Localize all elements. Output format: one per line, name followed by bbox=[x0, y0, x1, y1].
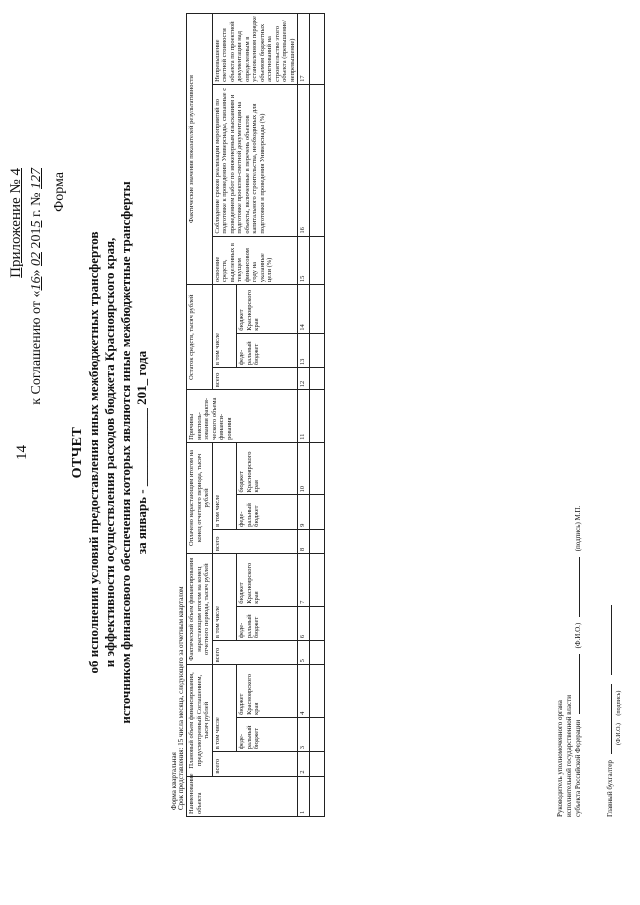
head-title-line-1: Руководитель уполномоченного органа bbox=[556, 700, 564, 817]
header-planned-incl: в том числе bbox=[212, 665, 237, 752]
table-cell bbox=[310, 606, 325, 640]
head-sign-blank bbox=[579, 557, 580, 617]
header-cost-exceed: Непревышение сметной стоимости объекта по проектной документации над определенным в установленном порядке объемом бюджетных ассигнований на строительство этого объекта (превышение/непревышение) bbox=[212, 14, 298, 85]
stamp-label: М.П. bbox=[574, 505, 582, 521]
annex-ref-month: 02 bbox=[29, 252, 44, 267]
column-number: 13 bbox=[298, 333, 310, 367]
column-number: 2 bbox=[298, 752, 310, 776]
header-paid-total: всего bbox=[212, 529, 298, 553]
column-number: 15 bbox=[298, 236, 310, 285]
table-cell bbox=[310, 717, 325, 751]
form-deadline: Срок представления: 15 числа месяца, следующего за отчетным кварталом bbox=[177, 586, 185, 810]
table-cell bbox=[310, 390, 325, 443]
table-cell bbox=[310, 236, 325, 285]
annex-ref-mid1: » bbox=[29, 269, 44, 277]
column-number: 4 bbox=[298, 665, 310, 718]
form-label: Форма bbox=[52, 172, 67, 212]
header-planned-total: всего bbox=[212, 752, 298, 776]
header-balance-federal: феде-ральный бюджет bbox=[237, 333, 298, 367]
table-row bbox=[310, 14, 325, 817]
report-title-line-2: и эффективности осуществления расходов бюджета Красноярского края, bbox=[102, 237, 117, 668]
report-title-line-3: источником финансового обеспечения которых являются иные межбюджетные трансферты bbox=[118, 181, 133, 724]
column-number: 10 bbox=[298, 442, 310, 495]
header-actual-volume: Фактический объем финансирования нарастающим итогом на конец отчетного периода, тысяч рублей bbox=[187, 554, 213, 665]
accountant-fio-label: (Ф.И.О.) bbox=[616, 723, 622, 745]
table-cell bbox=[310, 84, 325, 236]
column-number: 6 bbox=[298, 606, 310, 640]
report-title-line-1: об исполнении условий предоставления иных межбюджетных трансфертов bbox=[86, 231, 101, 674]
header-planned-regional: бюджет Красноярского края bbox=[237, 665, 298, 718]
table-cell bbox=[310, 495, 325, 529]
header-deadlines: Соблюдение сроков реализации мероприятий по подготовке к проведению Универсиады, связанные с проведением работ по инженерным изысканиям и подготовке проектно-сметной документации на объекты, включенные в перечень объектов капитального строительства, необходимых для подготовки и проведения Универсиады (%) bbox=[212, 84, 298, 236]
table-cell bbox=[310, 641, 325, 665]
header-balance: Остаток средств, тысяч рублей bbox=[187, 285, 213, 390]
table-cell bbox=[310, 776, 325, 816]
header-mastery: освоение средств, выделенных в текущем финансовом году на указанные цели (%) bbox=[212, 236, 298, 285]
column-number: 17 bbox=[298, 14, 310, 85]
annex-ref-number: 127 bbox=[29, 168, 44, 189]
column-number: 14 bbox=[298, 285, 310, 334]
report-heading: ОТЧЕТ bbox=[70, 426, 85, 479]
accountant-signature-line bbox=[606, 601, 614, 817]
accountant-label: Главный бухгалтер bbox=[606, 760, 614, 817]
header-actual-total: всего bbox=[212, 641, 298, 665]
head-signature-line bbox=[574, 506, 582, 817]
accountant-sign-label: (подпись) bbox=[616, 690, 622, 716]
header-paid-regional: бюджет Красноярского края bbox=[237, 442, 298, 495]
header-object-name: Наименование объекта bbox=[187, 776, 298, 816]
table-cell bbox=[310, 333, 325, 367]
table-cell bbox=[310, 752, 325, 776]
head-title-line-2: исполнительной государственной власти bbox=[565, 695, 573, 817]
annex-ref-mid3: г. № bbox=[29, 192, 44, 218]
header-actual-regional: бюджет Красноярского края bbox=[237, 554, 298, 607]
report-period-line: за январь - ____________ 201_ года bbox=[134, 350, 149, 555]
annex-title: Приложение № 4 bbox=[8, 168, 24, 278]
column-number-row bbox=[298, 14, 310, 817]
header-planned-federal: феде-ральный бюджет bbox=[237, 717, 298, 751]
head-signature-title bbox=[556, 695, 574, 817]
table-cell bbox=[310, 529, 325, 553]
header-paid-incl: в том числе bbox=[212, 442, 237, 529]
report-table bbox=[186, 13, 325, 817]
table-cell bbox=[310, 554, 325, 607]
header-balance-regional: бюджет Красноярского края bbox=[237, 285, 298, 334]
page-number: 14 bbox=[14, 445, 30, 460]
head-fio-blank bbox=[579, 654, 580, 714]
header-actual-incl: в том числе bbox=[212, 554, 237, 641]
accountant-fio-blank bbox=[611, 684, 612, 754]
header-reasons: Причины неисполь-зования факти-ческого объема финанси-рования bbox=[187, 390, 298, 443]
column-number: 1 bbox=[298, 776, 310, 816]
column-number: 8 bbox=[298, 529, 310, 553]
column-number: 12 bbox=[298, 368, 310, 390]
header-paid-federal: феде-ральный бюджет bbox=[237, 495, 298, 529]
header-actual-federal: феде-ральный бюджет bbox=[237, 606, 298, 640]
table-cell bbox=[310, 665, 325, 718]
form-type: Форма квартальная bbox=[170, 752, 178, 810]
column-number: 3 bbox=[298, 717, 310, 751]
column-number: 9 bbox=[298, 495, 310, 529]
accountant-sub-labels bbox=[616, 691, 622, 745]
annex-ref-day: 16 bbox=[29, 276, 44, 291]
accountant-sign-blank bbox=[611, 605, 612, 675]
header-balance-total: всего bbox=[212, 368, 298, 390]
header-planned-volume: Плановый объем финансирования, предусмотренный Соглашением, тысяч рублей bbox=[187, 665, 213, 776]
column-number: 7 bbox=[298, 554, 310, 607]
annex-ref-mid2: 201 bbox=[29, 227, 44, 249]
table-cell bbox=[310, 442, 325, 495]
header-paid: Оплачено нарастающим итогом на конец отчетного периода, тысяч рублей bbox=[187, 442, 213, 553]
column-number: 5 bbox=[298, 641, 310, 665]
table-cell bbox=[310, 285, 325, 334]
annex-reference bbox=[29, 168, 45, 405]
table-cell bbox=[310, 14, 325, 85]
annex-ref-year-digit: 5 bbox=[29, 220, 44, 228]
head-fio-label: (Ф.И.О.) bbox=[574, 622, 582, 649]
column-number: 16 bbox=[298, 84, 310, 236]
head-title-line-3: субъекта Российской Федерации bbox=[574, 719, 582, 817]
table-cell bbox=[310, 368, 325, 390]
header-row-1 bbox=[187, 14, 213, 817]
head-sign-label: (подпись) bbox=[574, 522, 582, 552]
header-results: Фактические значения показателей результативности bbox=[187, 14, 213, 285]
annex-ref-prefix: к Соглашению от « bbox=[29, 290, 44, 405]
column-number: 11 bbox=[298, 390, 310, 443]
report-title-block bbox=[70, 0, 150, 905]
header-balance-incl: в том числе bbox=[212, 285, 237, 368]
